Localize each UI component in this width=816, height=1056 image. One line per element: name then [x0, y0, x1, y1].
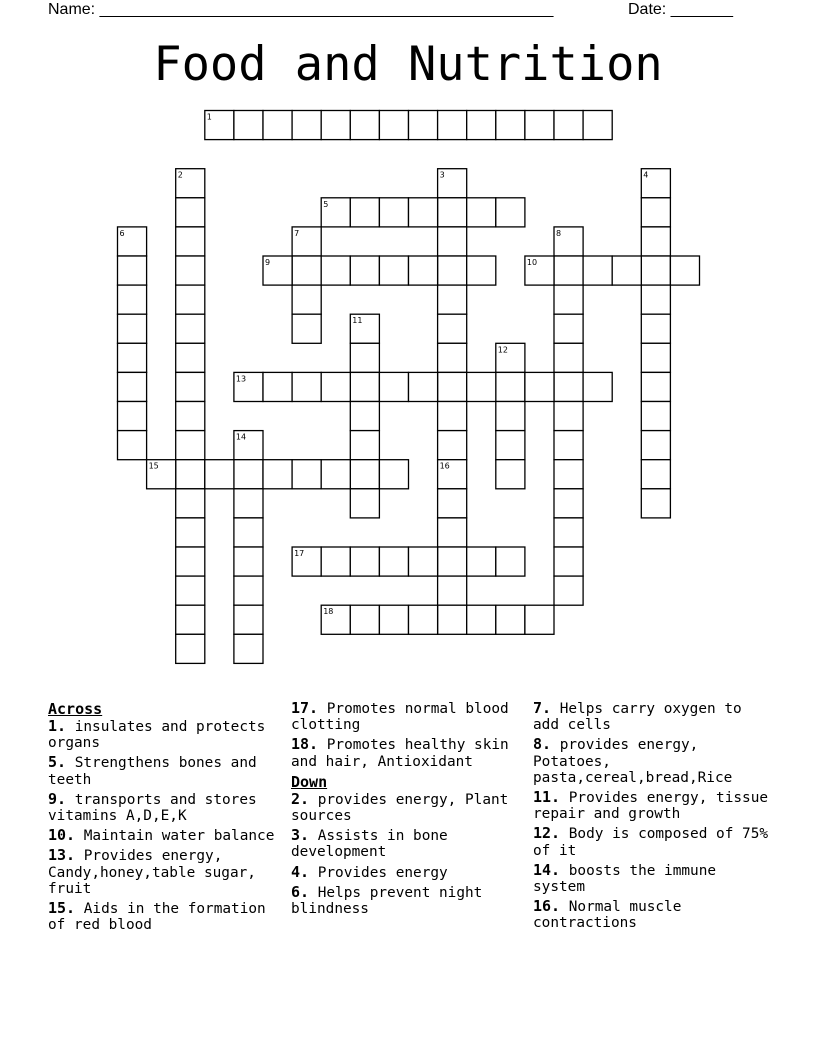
- grid-cell: [321, 256, 350, 285]
- grid-cell: [496, 198, 525, 227]
- grid-cell: [234, 634, 263, 663]
- grid-cell: [438, 314, 467, 343]
- clue-item-text: Strengthens bones and teeth: [48, 755, 266, 788]
- clue-item-number: 5.: [48, 753, 67, 772]
- clue-item-text: Provides energy, Candy,honey,table sugar, fruit: [48, 848, 265, 897]
- grid-cell: [321, 111, 350, 140]
- clue-item-text: Body is composed of 75% of it: [533, 826, 777, 859]
- grid-cell: [292, 314, 321, 343]
- grid-cell: [438, 343, 467, 372]
- clue-item-number: 14.: [533, 860, 561, 879]
- grid-cell: [467, 372, 496, 401]
- grid-cell: [554, 518, 583, 547]
- grid-cell: [176, 198, 205, 227]
- clue-number: 16: [439, 461, 450, 471]
- clue-number: 6: [119, 228, 125, 238]
- grid-cell: [176, 372, 205, 401]
- grid-cell: [379, 198, 408, 227]
- grid-cell: [641, 256, 670, 285]
- grid-cell: [176, 576, 205, 605]
- grid-cell: [554, 372, 583, 401]
- grid-cell: [350, 198, 379, 227]
- grid-cell: [118, 372, 147, 401]
- clue-number: 14: [235, 432, 247, 442]
- grid-cell: [438, 547, 467, 576]
- clue-item: [533, 700, 773, 733]
- grid-cell: [176, 605, 205, 634]
- grid-cell: [321, 460, 350, 489]
- clue-item-number: 9.: [48, 789, 67, 808]
- grid-cell: [496, 402, 525, 431]
- clue-item-text: provides energy, Plant sources: [291, 791, 518, 825]
- grid-cell: [554, 314, 583, 343]
- clue-item-text: Normal muscle contractions: [533, 899, 691, 932]
- clue-item-number: 8.: [533, 735, 552, 754]
- clues-column-2: [291, 700, 526, 920]
- clue-item: [48, 827, 283, 844]
- grid-cell: [350, 256, 379, 285]
- grid-cell: [350, 460, 379, 489]
- grid-cell: [438, 431, 467, 460]
- grid-cell: [641, 460, 670, 489]
- clue-item-text: Promotes normal blood clotting: [291, 701, 518, 734]
- grid-cell: [641, 372, 670, 401]
- grid-cell: [176, 460, 205, 489]
- grid-cell: [176, 431, 205, 460]
- clue-item-text: Aids in the formation of red blood: [48, 901, 275, 934]
- grid-cell: [525, 372, 554, 401]
- grid-cell: [467, 547, 496, 576]
- clue-item-number: 4.: [291, 862, 310, 881]
- grid-cell: [292, 285, 321, 314]
- grid-cell: [409, 372, 438, 401]
- grid-cell: [350, 431, 379, 460]
- grid-cell: [641, 343, 670, 372]
- clue-item-number: 13.: [48, 846, 76, 865]
- grid-cell: [438, 111, 467, 140]
- grid-cell: [176, 256, 205, 285]
- grid-cell: [496, 460, 525, 489]
- grid-cell: [379, 111, 408, 140]
- grid-cell: [350, 489, 379, 518]
- grid-cell: [234, 460, 263, 489]
- grid-cell: [176, 227, 205, 256]
- clue-item-number: 1.: [48, 717, 67, 735]
- grid-cell: [438, 256, 467, 285]
- clue-item-text: Provides energy, tissue repair and growth: [533, 790, 777, 823]
- puzzle-title: Food and Nutrition: [153, 37, 663, 92]
- grid-cell: [234, 489, 263, 518]
- clue-item: [291, 884, 526, 917]
- clue-number: 5: [323, 199, 329, 209]
- date-field-label: Date: _______: [628, 1, 733, 18]
- grid-cell: [641, 431, 670, 460]
- grid-cell: [496, 372, 525, 401]
- grid-cell: [467, 605, 496, 634]
- grid-cell: [554, 402, 583, 431]
- clue-item-number: 6.: [291, 882, 310, 901]
- clue-item-number: 7.: [533, 699, 552, 717]
- grid-cell: [496, 547, 525, 576]
- grid-cell: [554, 489, 583, 518]
- grid-cell: [321, 372, 350, 401]
- grid-cell: [525, 111, 554, 140]
- grid-cell: [379, 605, 408, 634]
- grid-cell: [205, 460, 234, 489]
- clue-item-number: 3.: [291, 826, 310, 845]
- grid-cell: [612, 256, 641, 285]
- grid-cell: [176, 402, 205, 431]
- grid-cell: [292, 256, 321, 285]
- clue-number: 4: [643, 170, 649, 180]
- clue-item-number: 15.: [48, 899, 76, 918]
- clue-item-text: Assists in bone development: [291, 828, 457, 861]
- grid-cell: [409, 256, 438, 285]
- grid-cell: [554, 460, 583, 489]
- grid-cell: [118, 402, 147, 431]
- clue-item-number: 17.: [291, 699, 319, 717]
- grid-cell: [409, 605, 438, 634]
- grid-cell: [641, 314, 670, 343]
- clue-number: 10: [526, 258, 538, 267]
- clue-item: [48, 754, 283, 787]
- grid-cell: [641, 198, 670, 227]
- clue-number: 7: [294, 228, 300, 238]
- grid-cell: [583, 111, 612, 140]
- grid-cell: [438, 285, 467, 314]
- grid-cell: [467, 256, 496, 285]
- clue-number: 17: [294, 549, 305, 558]
- clue-item-text: Helps carry oxygen to add cells: [533, 701, 751, 734]
- grid-cell: [176, 518, 205, 547]
- grid-cell: [554, 576, 583, 605]
- grid-cell: [379, 256, 408, 285]
- clue-item: [533, 862, 773, 895]
- grid-cell: [350, 402, 379, 431]
- grid-cell: [641, 402, 670, 431]
- clue-item-text: provides energy, Potatoes, pasta,cereal,bread,Rice: [533, 737, 733, 786]
- clue-item: [533, 736, 773, 786]
- clue-item-number: 12.: [533, 824, 561, 843]
- grid-cell: [234, 518, 263, 547]
- clue-item-text: transports and stores vitamins A,D,E,K: [48, 791, 266, 825]
- grid-cell: [292, 372, 321, 401]
- grid-cell: [234, 111, 263, 140]
- grid-cell: [234, 547, 263, 576]
- clue-item-text: Provides energy: [309, 864, 448, 881]
- clue-item: [291, 864, 526, 881]
- clue-number: 9: [265, 258, 271, 267]
- clue-item: [291, 791, 526, 824]
- grid-cell: [350, 605, 379, 634]
- clue-item-number: 16.: [533, 897, 561, 916]
- clue-item-number: 11.: [533, 788, 561, 807]
- grid-cell: [438, 518, 467, 547]
- grid-cell: [554, 343, 583, 372]
- grid-cell: [263, 111, 292, 140]
- grid-cell: [234, 605, 263, 634]
- grid-cell: [641, 227, 670, 256]
- clue-number: 1: [206, 112, 212, 122]
- down-heading: Down: [291, 772, 328, 791]
- grid-cell: [176, 285, 205, 314]
- grid-cell: [438, 372, 467, 401]
- grid-cell: [438, 227, 467, 256]
- grid-cell: [263, 372, 292, 401]
- clue-number: 2: [177, 170, 183, 180]
- clue-number: 18: [323, 607, 334, 617]
- clue-item: [291, 827, 526, 860]
- clue-item: [48, 847, 283, 897]
- clues-column-1: [48, 700, 283, 936]
- grid-cell: [438, 402, 467, 431]
- grid-cell: [118, 431, 147, 460]
- clue-number: 8: [556, 228, 562, 238]
- clue-item: [533, 824, 777, 859]
- grid-cell: [438, 198, 467, 227]
- grid-cell: [292, 111, 321, 140]
- clue-item: [48, 718, 283, 751]
- grid-cell: [379, 547, 408, 576]
- clue-item-text: Helps prevent night blindness: [291, 884, 492, 918]
- clue-item-number: 2.: [291, 789, 310, 808]
- grid-cell: [176, 547, 205, 576]
- grid-cell: [554, 111, 583, 140]
- grid-cell: [379, 460, 408, 489]
- grid-cell: [350, 343, 379, 372]
- grid-cell: [496, 431, 525, 460]
- grid-cell: [350, 111, 379, 140]
- grid-cell: [118, 343, 147, 372]
- grid-cell: [525, 605, 554, 634]
- grid-cell: [350, 547, 379, 576]
- grid-cell: [234, 576, 263, 605]
- grid-cell: [641, 285, 670, 314]
- grid-cell: [118, 256, 147, 285]
- clue-item: [291, 736, 526, 769]
- grid-cell: [670, 256, 699, 285]
- grid-cell: [176, 634, 205, 663]
- name-field-label: Name: ___________________________________________________: [48, 1, 554, 18]
- clue-number: 15: [148, 461, 159, 471]
- grid-cell: [176, 314, 205, 343]
- grid-cell: [583, 256, 612, 285]
- grid-cell: [554, 256, 583, 285]
- clue-item-text: Maintain water balance: [75, 828, 275, 845]
- grid-cell: [438, 489, 467, 518]
- grid-cell: [263, 460, 292, 489]
- clue-item: [533, 898, 773, 931]
- grid-cell: [641, 489, 670, 518]
- clue-item-text: boosts the immune system: [533, 862, 725, 896]
- clue-number: 13: [235, 374, 247, 384]
- clue-item-text: insulates and protects organs: [48, 719, 275, 752]
- clue-item: [533, 788, 777, 823]
- grid-cell: [467, 111, 496, 140]
- grid-cell: [321, 547, 350, 576]
- clue-number: 12: [497, 345, 508, 355]
- grid-cell: [379, 372, 408, 401]
- grid-cell: [438, 605, 467, 634]
- grid-cell: [583, 372, 612, 401]
- grid-cell: [118, 285, 147, 314]
- grid-cell: [554, 547, 583, 576]
- clue-item-number: 10.: [48, 826, 76, 845]
- grid-cell: [554, 431, 583, 460]
- clue-item: [48, 900, 283, 933]
- grid-cell: [496, 111, 525, 140]
- grid-cell: [409, 111, 438, 140]
- grid-cell: [467, 198, 496, 227]
- grid-cell: [118, 314, 147, 343]
- clues-column-3: [533, 699, 777, 935]
- grid-cell: [176, 489, 205, 518]
- clue-number: 11: [352, 316, 363, 326]
- clue-item: [48, 791, 283, 824]
- grid-cell: [554, 285, 583, 314]
- grid-cell: [350, 372, 379, 401]
- clue-item-text: Promotes healthy skin and hair, Antioxidant: [291, 737, 518, 770]
- grid-cell: [496, 605, 525, 634]
- grid-cell: [438, 576, 467, 605]
- grid-cell: [409, 198, 438, 227]
- clue-item: [291, 700, 526, 733]
- across-heading: Across: [48, 700, 103, 718]
- clue-item-number: 18.: [291, 735, 319, 754]
- clue-number: 3: [439, 170, 445, 180]
- grid-cell: [409, 547, 438, 576]
- grid-cell: [176, 343, 205, 372]
- grid-cell: [292, 460, 321, 489]
